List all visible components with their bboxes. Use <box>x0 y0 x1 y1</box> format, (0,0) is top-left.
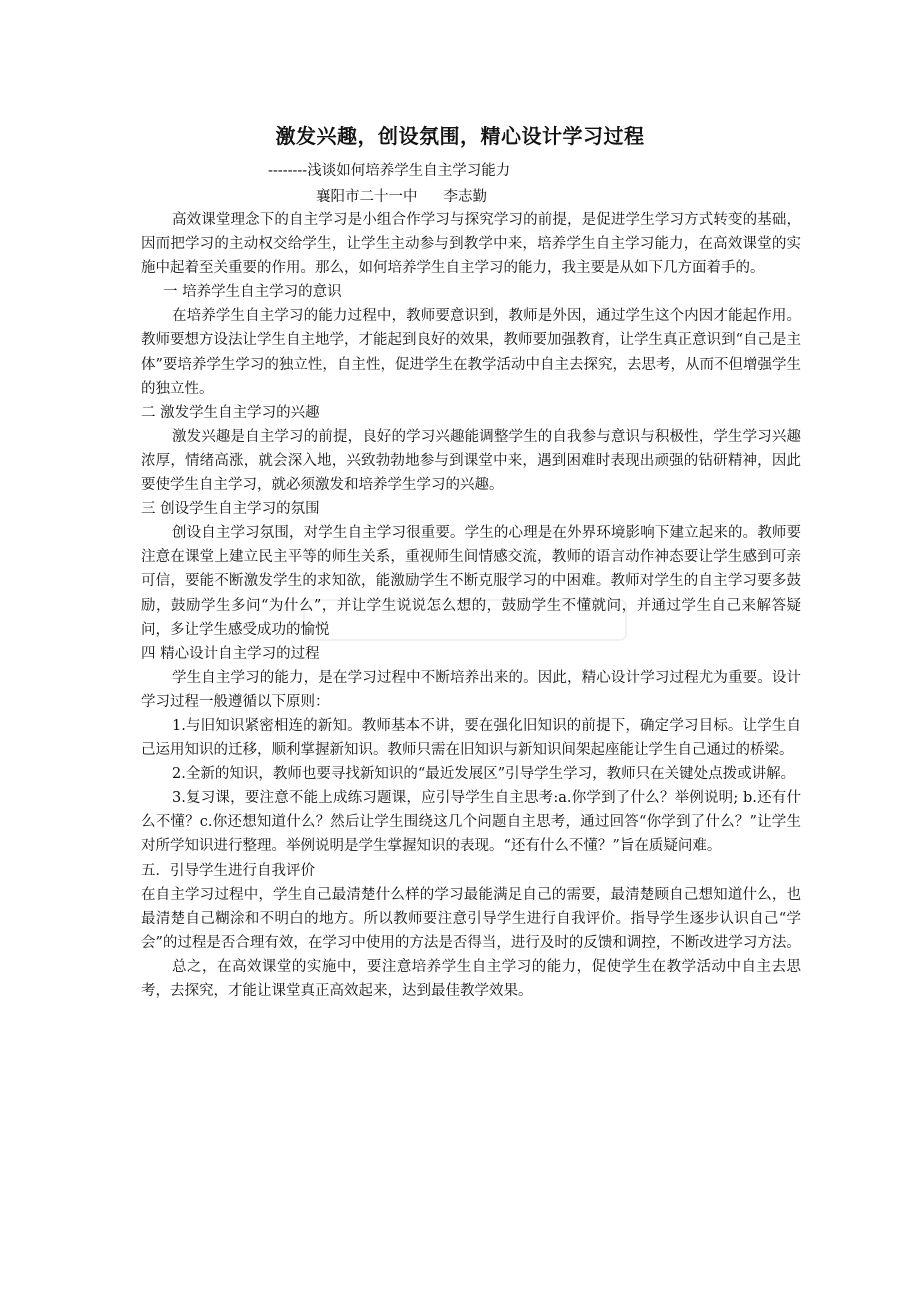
section-1-heading: 一 培养学生自主学习的意识 <box>163 284 342 301</box>
section-5-paragraph: 在自主学习过程中，学生自己最清楚什么样的学习最能满足自己的需要，最清楚顾自己想知道什么，也最清楚自己糊涂和不明白的地方。所以教师要注意引导学生进行自我评价。指导学生逐步认识自己“学会”的过程是否合理有效，在学习中使用的方法是否得当，进行及时的反馈和调控，不断改进学习方法。 <box>141 886 801 951</box>
author-name: 李志勤 <box>443 189 487 205</box>
section-4-item-1: 1.与旧知识紧密相连的新知。教师基本不讲，要在强化旧知识的前提下，确定学习目标。让学生自己运用知识的迁移，顺利掌握新知识。教师只需在旧知识与新知识间架起座能让学生自己通过的桥梁。 <box>141 717 801 759</box>
section-2-heading: 二 激发学生自主学习的兴趣 <box>141 404 320 421</box>
section-1-paragraph: 在培养学生自主学习的能力过程中，教师要意识到，教师是外因，通过学生这个内因才能起作用。教师要想方设法让学生自主地学，才能起到良好的效果，教师要加强教育，让学生真正意识到“自己是主体”要培养学生学习的独立性，自主性，促进学生在教学活动中自主去探究，去思考，从而不但增强学生的独立性。 <box>141 308 801 397</box>
author-school: 襄阳市二十一中 <box>316 189 418 205</box>
section-3-heading: 三 创设学生自主学习的氛围 <box>141 501 320 518</box>
document-body <box>141 208 801 1003</box>
conclusion-paragraph: 总之，在高效课堂的实施中，要注意培养学生自主学习的能力，促使学生在教学活动中自主去思考，去探究，才能让课堂真正高效起来，达到最佳教学效果。 <box>141 958 801 999</box>
section-4-item-2: 2.全新的知识，教师也要寻找新知识的“最近发展区”引导学生学习，教师只在关键处点拨或讲解。 <box>172 766 796 783</box>
section-4-item-3: 3.复习课，要注意不能上成练习题课，应引导学生自主思考:a.你学到了什么？举例说明; b.还有什么不懂？c.你还想知道什么？然后让学生围绕这几个问题自主思考，通过回答“你学到了什么？”让学生对所学知识进行整理。举例说明是学生掌握知识的表现。“还有什么不懂？”旨在质疑问难。 <box>141 790 801 855</box>
section-4-paragraph: 学生自主学习的能力，是在学习过程中不断培养出来的。因此，精心设计学习过程尤为重要。设计学习过程一般遵循以下原则： <box>141 669 801 710</box>
section-2-paragraph: 激发兴趣是自主学习的前提，良好的学习兴趣能调整学生的自我参与意识与积极性，学生学习兴趣浓厚，情绪高涨，就会深入地，兴致勃勃地参与到课堂中来，遇到困难时表现出顽强的钻研精神，因此要使学生自主学习，就必须激发和培养学生学习的兴趣。 <box>141 428 801 494</box>
author-line <box>316 186 487 208</box>
intro-paragraph: 高效课堂理念下的自主学习是小组合作学习与探究学习的前提，是促进学生学习方式转变的基础，因而把学习的主动权交给学生，让学生主动参与到教学中来，培养学生自主学习能力，在高效课堂的实施中起着至关重要的作用。那么，如何培养学生自主学习的能力，我主要是从如下几方面着手的。 <box>141 212 801 277</box>
document-title: 激发兴趣，创设氛围，精心设计学习过程 <box>275 124 645 148</box>
section-4-heading: 四 精心设计自主学习的过程 <box>141 645 320 662</box>
document-subtitle: --------浅谈如何培养学生自主学习能力 <box>268 163 511 179</box>
section-3-paragraph: 创设自主学习氛围，对学生自主学习很重要。学生的心理是在外界环境影响下建立起来的。教师要注意在课堂上建立民主平等的师生关系，重视师生间情感交流，教师的语言动作神态要让学生感到可亲可信，要能不断激发学生的求知欲，能激励学生不断克服学习的中困难。教师对学生的自主学习要多鼓励，鼓励学生多问“为什么”，并让学生说说怎么想的，鼓励学生不懂就问，并通过学生自己来解答疑问，多让学生感受成功的愉悦 <box>141 525 801 638</box>
section-5-heading: 五．引导学生进行自我评价 <box>141 862 315 879</box>
